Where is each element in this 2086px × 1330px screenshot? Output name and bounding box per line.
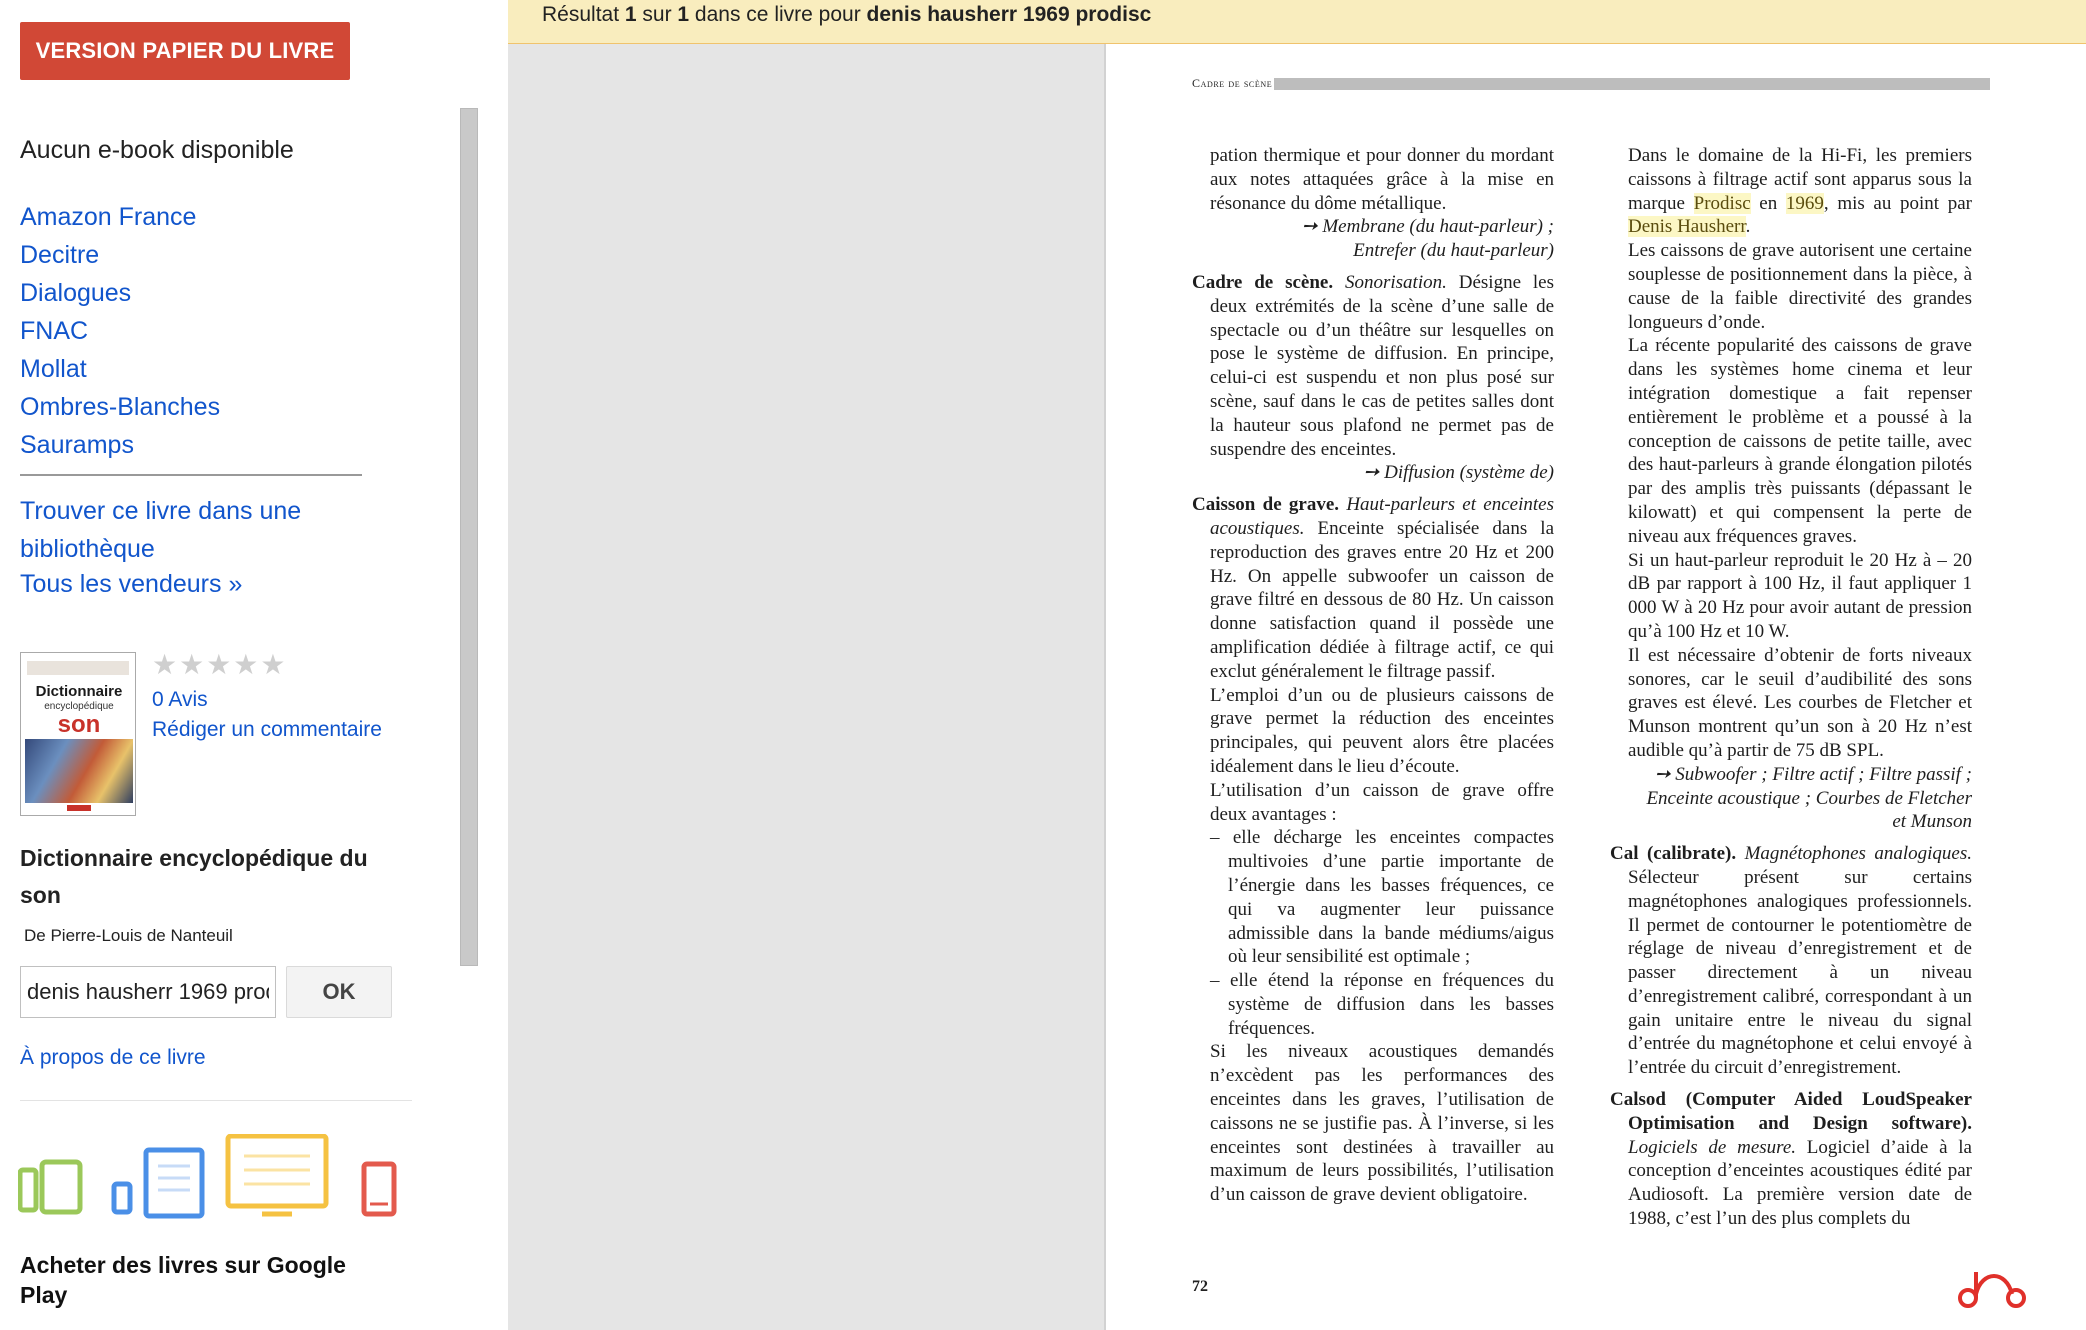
banner-mid2: dans ce livre pour [689, 3, 867, 26]
device-phone-blue-icon [114, 1184, 130, 1212]
paragraph: Si un haut-parleur reproduit le 20 Hz à – 20 dB par rapport à 100 Hz, il faut appliquer 1 000 W à 20 Hz pour avoir autant de pression qu’à 100 Hz et 10 W. [1628, 549, 1972, 642]
banner-total: 1 [677, 3, 690, 26]
google-play-heading[interactable]: Acheter des livres sur Google Play [20, 1252, 346, 1308]
text-run: en [1750, 192, 1786, 214]
devices-illustration-icon [18, 1134, 408, 1224]
publisher-logo-icon [1954, 1264, 2030, 1308]
search-ok-button[interactable]: OK [286, 966, 392, 1018]
text-run: Dans le domaine de la Hi-Fi, les premiers caissons à filtrage actif sont apparus sous la marque [1628, 145, 1972, 214]
divider [20, 474, 362, 476]
entry-term: Cadre de scène. [1192, 271, 1334, 293]
device-tablet-blue-icon [146, 1150, 202, 1216]
cover-title-line2: encyclopédique [44, 701, 114, 712]
cross-reference: et Munson [1892, 811, 1972, 833]
store-link-mollat[interactable]: Mollat [20, 355, 87, 383]
divider [20, 1100, 412, 1101]
dictionary-entry-cal [1610, 842, 1972, 1080]
cross-reference: ➙ Diffusion (système de) [1363, 462, 1554, 484]
cover-artwork [25, 739, 133, 803]
store-link-sauramps[interactable]: Sauramps [20, 431, 134, 459]
entry-text: Désigne les deux extrémités de la scène d’une salle de spectacle ou d’un théâtre sur lesquelles on pose le système de diffusion. En principe, celui-ci est suspendu et non plus posé sur scène, sauf dans le cas de petites salles dont la hauteur sous plafond ne permet pas de suspendre des enceintes. [1210, 271, 1555, 460]
paragraph: Les caissons de grave autorisent une certaine souplesse de positionnement dans la pièce, à cause de la faible directivité des grandes longueurs d’onde. [1628, 240, 1972, 333]
device-ereader-red-icon [364, 1164, 394, 1214]
entry-domain: Haut-parleurs et enceintes acoustiques. [1210, 494, 1554, 539]
page-column-right [1610, 144, 1972, 1231]
page-number: 72 [1192, 1278, 1208, 1295]
cross-reference: ➙ Subwoofer ; Filtre actif ; Filtre passif ; [1654, 763, 1972, 785]
text-run: . [1745, 216, 1751, 238]
no-ebook-label: Aucun e-book disponible [20, 136, 294, 164]
search-highlight-denis-hausherr: Denis Hausherr [1628, 216, 1746, 238]
entry-text: Sélecteur présent sur certains magnétophones analogiques professionnels. Il permet de contourner le potentiomètre de réglage de niveau d’enregistrement et de passer directement à un niveau d’enregistrement calibré, correspondant à un gain unitaire entre le niveau du signal d’entrée du magnétophone et celui envoyé à l’entrée du circuit d’enregistrement. [1628, 866, 1972, 1079]
entry-term: Calsod (Computer Aided LoudSpeaker Optimisation and Design software). [1610, 1089, 1972, 1134]
cover-header-band [27, 661, 129, 675]
search-highlight-1969: 1969 [1785, 192, 1824, 214]
device-phone-green-icon [20, 1170, 36, 1210]
banner-mid1: sur [636, 3, 678, 26]
banner-query: denis hausherr 1969 prodisc [866, 3, 1152, 26]
text-run: , mis au point par [1823, 192, 1973, 214]
paragraph: L’utilisation d’un caisson de grave offre deux avantages : [1210, 779, 1554, 825]
running-head-rule [1192, 78, 1990, 90]
store-link-fnac[interactable]: FNAC [20, 317, 89, 345]
cross-reference: ➙ Membrane (du haut-parleur) ; [1301, 216, 1554, 238]
dictionary-entry-calsod [1610, 1088, 1972, 1231]
sidebar [0, 0, 508, 1330]
paragraph-with-highlights [1610, 144, 1972, 239]
store-link-dialogues[interactable]: Dialogues [20, 279, 132, 307]
entry-term: Caisson de grave. [1192, 494, 1340, 516]
paragraph: Si les niveaux acoustiques demandés n’excèdent pas les performances des enceintes dans les graves, l’utilisation de caissons ne se justifie pas. À l’inverse, si les enceintes sont destinées à travailler au maximum de leurs possibilités, l’utilisation d’un caisson de grave devient obligatoire. [1210, 1041, 1554, 1206]
list-item: – elle décharge les enceintes compactes multivoies d’une partie importante de l’énergie dans les basses fréquences, ce qui va augmenter leur puissance admissible dans la bande médiums/aigus où leur sensibilité est optimale ; [1210, 827, 1554, 968]
book-cover-thumbnail[interactable] [20, 652, 136, 816]
sidebar-scrollbar[interactable] [460, 108, 478, 966]
find-in-library-link[interactable]: Trouver ce livre dans une bibliothèque [20, 497, 302, 563]
all-sellers-link[interactable]: Tous les vendeurs » [20, 570, 243, 598]
paragraph: L’emploi d’un ou de plusieurs caissons de grave permet la réduction des enceintes principales, qui peuvent alors être placées idéalement dans le lieu d’écoute. [1210, 684, 1554, 777]
search-in-book-input[interactable] [20, 966, 276, 1018]
book-title: Dictionnaire encyclopédique du son [20, 845, 368, 908]
store-list [20, 198, 220, 464]
page-column-left [1192, 144, 1554, 1207]
dictionary-entry-caisson [1192, 493, 1554, 683]
banner-current: 1 [624, 3, 637, 26]
book-page[interactable] [1104, 44, 2086, 1330]
book-author: De Pierre-Louis de Nanteuil [24, 926, 233, 945]
cover-title-line1: Dictionnaire [35, 683, 123, 700]
entry-domain: Magnétophones analogiques. [1744, 843, 1973, 865]
rating-stars-icon: ★★★★★ [152, 649, 288, 680]
list-item: – elle étend la réponse en fréquences du système de diffusion dans les basses fréquences. [1210, 970, 1554, 1039]
store-link-ombres-blanches[interactable]: Ombres-Blanches [20, 393, 221, 421]
entry-term: Cal (calibrate). [1610, 843, 1737, 865]
search-highlight-prodisc: Prodisc [1693, 192, 1751, 214]
cover-title-line3: son [57, 711, 101, 738]
banner-prefix: Résultat [542, 3, 625, 26]
cross-reference: Entrefer (du haut-parleur) [1353, 240, 1554, 262]
entry-text: Enceinte spécialisée dans la reproduction des graves entre 20 Hz et 200 Hz. On appelle subwoofer un caisson de grave filtré en dessous de 80 Hz. Un caisson donne satisfaction quand il possède une amplification dédiée à filtrage actif, ce qui exclut généralement le filtrage passif. [1210, 517, 1554, 682]
cover-publisher-mark [67, 805, 91, 811]
cross-reference: Enceinte acoustique ; Courbes de Fletcher [1646, 787, 1972, 809]
paragraph: Il est nécessaire d’obtenir de forts niveaux sonores, car le seuil d’audibilité des sons graves est élevé. Les courbes de Fletcher et Munson montrent qu’un son à 20 Hz n’est audible qu’à partir de 75 dB SPL. [1628, 644, 1972, 761]
store-link-amazon[interactable]: Amazon France [20, 203, 197, 231]
paragraph: La récente popularité des caissons de grave dans les systèmes home cinema et leur intégration domestique a fait repenser entièrement le problème et a poussé à la conception de caissons de petite taille, avec des haut-parleurs à grande élongation pilotés par des amplis très puissants (dépassant le kilowatt) et qui compensent la perte de niveau aux fréquences graves. [1628, 335, 1972, 547]
dictionary-entry-cadre [1192, 271, 1554, 461]
running-head: Cadre de scène [1192, 76, 1273, 90]
search-result-banner [508, 0, 2086, 44]
store-link-decitre[interactable]: Decitre [20, 241, 100, 269]
entry-text: Logiciel d’aide à la conception d’enceintes acoustiques édité par Audiosoft. La première version date de 1988, c’est l’un des plus complets du [1628, 1136, 1972, 1230]
paragraph: pation thermique et pour donner du mordant aux notes attaquées grâce à la mise en résonance du dôme métallique. [1210, 145, 1554, 214]
entry-domain: Sonorisation. [1344, 271, 1447, 293]
write-review-link[interactable]: Rédiger un commentaire [152, 718, 382, 741]
buy-paper-book-button[interactable]: VERSION PAPIER DU LIVRE [20, 22, 350, 80]
entry-domain: Logiciels de mesure. [1628, 1136, 1797, 1158]
about-book-link[interactable]: À propos de ce livre [20, 1046, 206, 1069]
reviews-count-link[interactable]: 0 Avis [152, 688, 208, 711]
